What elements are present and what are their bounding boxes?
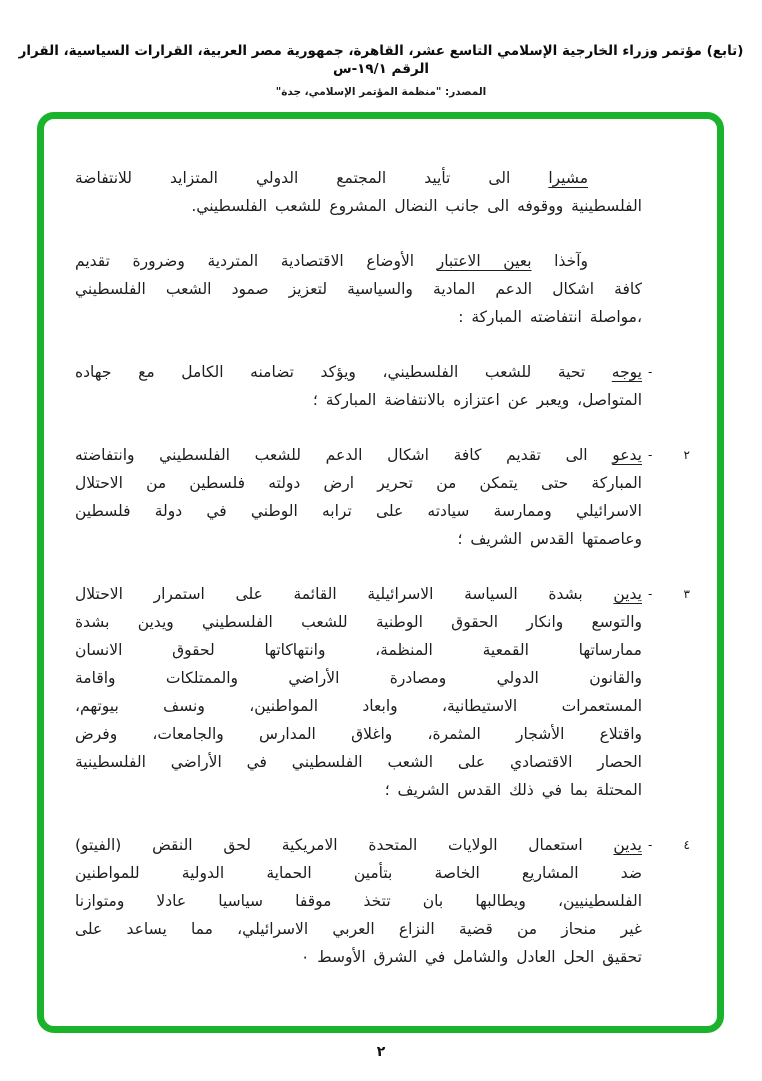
text-line: الحصار الاقتصادي على الشعب الفلسطيني في الأراضي الفلسطينية: [75, 753, 642, 771]
document-header: [0, 42, 762, 98]
text-line: المستعمرات الاستيطانية، وابعاد المواطنين، ونسف بيوتهم،: [75, 697, 642, 715]
item-marker-number: ٣: [683, 587, 690, 601]
item-marker-dash: -: [648, 448, 653, 462]
text-line: [75, 247, 642, 275]
text-line: غير منحاز من قضية النزاع العربي الاسرائيلي، مما يساعد على: [75, 920, 642, 938]
text-line: كافة اشكال الدعم المادية والسياسية لتعزيز صمود الشعب الفلسطيني: [75, 280, 642, 298]
item-marker-dash: -: [648, 365, 653, 379]
header-title-line: (تابع) مؤتمر وزراء الخارجية الإسلامي التاسع عشر، القاهرة، جمهورية مصر العربية، القرارات السياسية، القرار الرقم ١٩/١-س: [18, 43, 744, 77]
item-marker: [642, 580, 694, 804]
text-line: المحتلة بما في ذلك القدس الشريف ؛: [384, 781, 642, 799]
lead-text: وآخذا: [531, 252, 588, 270]
underlined-lead: يدين: [613, 585, 642, 603]
block-text: [75, 831, 642, 971]
first-line-rest: الأوضاع الاقتصادية المتردية وضرورة تقديم: [75, 252, 437, 270]
first-line-rest: تحية للشعب الفلسطيني، ويؤكد تضامنه الكامل مع جهاده: [75, 363, 612, 381]
text-line: وعاصمتها القدس الشريف ؛: [457, 530, 642, 548]
text-line: [75, 831, 642, 859]
text-line: المباركة حتى يتمكن من تحرير ارض دولته فلسطين من الاحتلال: [75, 474, 642, 492]
first-line-rest: الى تأييد المجتمع الدولي المتزايد للانتفاضة: [75, 169, 549, 187]
header-source-line: المصدر: "منظمة المؤتمر الإسلامي، جدة": [275, 86, 487, 98]
text-line: [75, 441, 642, 469]
text-line: والتوسع وانكار الحقوق الوطنية للشعب الفلسطيني ويدين بشدة: [75, 613, 642, 631]
item-marker: [642, 164, 694, 220]
text-line: والقانون الدولي ومصادرة الأراضي والممتلكات واقامة: [75, 669, 642, 687]
green-annotation-frame: [37, 112, 724, 1033]
text-line: [75, 580, 642, 608]
item-marker: [642, 358, 694, 414]
resolution-block: [75, 358, 694, 414]
item-marker-number: ٤: [683, 838, 690, 852]
item-marker-dash: -: [648, 838, 653, 852]
text-line: ممارساتها القمعية المنظمة، وانتهاكاتها لحقوق الانسان: [75, 641, 642, 659]
text-line: الاسرائيلي وممارسة سيادته على ترابه الوطني في دولة فلسطين: [75, 502, 642, 520]
text-line: المتواصل، ويعبر عن اعتزازه بالانتفاضة المباركة ؛: [312, 391, 642, 409]
resolution-block: [75, 831, 694, 971]
block-text: [75, 247, 642, 331]
first-line-rest: استعمال الولايات المتحدة الامريكية لحق النقض (الفيتو): [75, 836, 614, 854]
underlined-lead: مشيرا: [548, 169, 588, 187]
item-marker: [642, 441, 694, 553]
text-line: ،مواصلة انتفاضته المباركة :: [458, 308, 642, 326]
text-line: الفلسطينية ووقوفه الى جانب النضال المشروع للشعب الفلسطيني.: [191, 197, 642, 215]
underlined-lead: يوجه: [611, 363, 642, 381]
first-line-rest: الى تقديم كافة اشكال الدعم للشعب الفلسطيني وانتفاضته: [75, 446, 613, 464]
item-marker-dash: -: [648, 587, 653, 601]
block-text: [75, 580, 642, 804]
page-number: ٢: [376, 1044, 386, 1060]
text-line: [75, 358, 642, 386]
resolution-block: [75, 164, 694, 220]
text-line: الفلسطينيين، ويطالبها بان تتخذ موقفا سياسيا عادلا ومتوازنا: [75, 892, 642, 910]
resolution-block: [75, 247, 694, 331]
block-text: [75, 441, 642, 553]
block-text: [75, 358, 642, 414]
item-marker: [642, 247, 694, 331]
block-text: [75, 164, 642, 220]
document-body: [51, 126, 710, 1019]
resolution-block: [75, 441, 694, 553]
underlined-lead: يدعو: [612, 446, 642, 464]
underlined-lead: بعين الاعتبار: [436, 252, 532, 270]
underlined-lead: يدين: [613, 836, 642, 854]
text-line: واقتلاع الأشجار المثمرة، واغلاق المدارس والجامعات، وفرض: [75, 725, 642, 743]
item-marker: [642, 831, 694, 971]
item-marker-number: ٢: [683, 448, 690, 462]
text-line: ضد المشاريع الخاصة بتأمين الحماية الدولية للمواطنين: [75, 864, 642, 882]
first-line-rest: بشدة السياسة الاسرائيلية القائمة على استمرار الاحتلال: [75, 585, 614, 603]
text-line: [75, 164, 642, 192]
text-line: تحقيق الحل العادل والشامل في الشرق الأوسط ٠: [301, 948, 642, 966]
resolution-block: [75, 580, 694, 804]
